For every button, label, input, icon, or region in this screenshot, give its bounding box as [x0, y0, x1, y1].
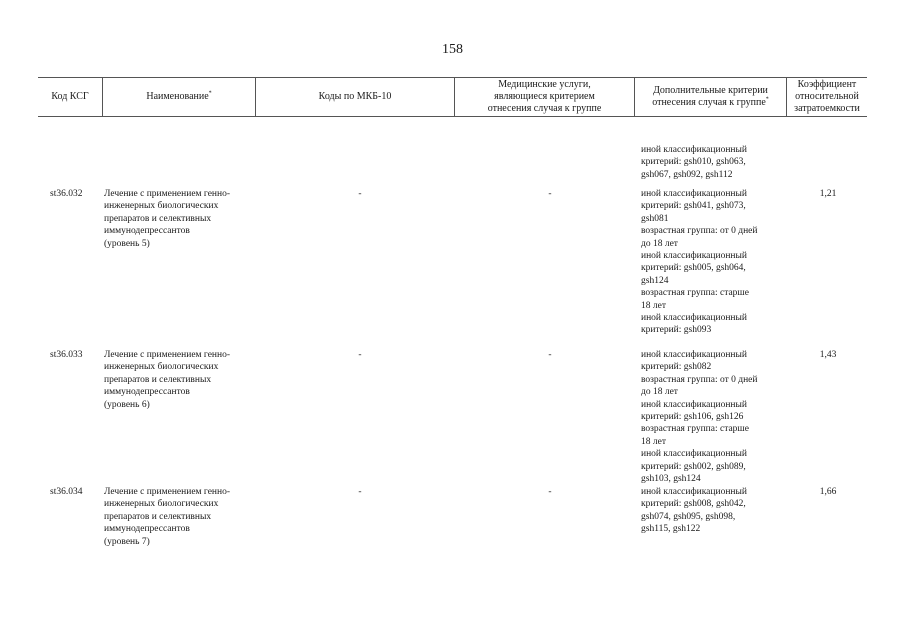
- row-mkb: -: [358, 350, 362, 360]
- row-coefficient: 1,21: [819, 189, 837, 199]
- row-name: Лечение с применением генно- инженерных биологических препаратов и селективных иммунодепрессантов (уровень 6): [104, 350, 230, 410]
- header-code: Код КСГ: [51, 90, 89, 102]
- row-services: -: [548, 487, 552, 497]
- header-services: Медицинские услуги, являющиеся критерием отнесения случая к группе: [487, 78, 602, 114]
- row-services: -: [548, 189, 552, 199]
- row-code: st36.034: [50, 487, 83, 497]
- row-criteria: иной классификационный критерий: gsh041, gsh073, gsh081 возрастная группа: от 0 дней до 18 лет иной классификационный критерий: gsh005, gsh064, gsh124 возрастная группа: старше 18 лет иной классификационный критерий: gsh093: [641, 189, 758, 336]
- header-criteria: Дополнительные критерии отнесения случая к группе*: [652, 84, 769, 108]
- row-criteria: иной классификационный критерий: gsh082 возрастная группа: от 0 дней до 18 лет иной классификационный критерий: gsh106, gsh126 возрастная группа: старше 18 лет иной классификационный критерий: gsh002, gsh089, gsh103, gsh124: [641, 350, 758, 485]
- row-name: Лечение с применением генно- инженерных биологических препаратов и селективных иммунодепрессантов (уровень 7): [104, 487, 230, 547]
- row-name: Лечение с применением генно- инженерных биологических препаратов и селективных иммунодепрессантов (уровень 5): [104, 189, 230, 249]
- row-coefficient: 1,43: [819, 350, 837, 360]
- continuation-criteria: иной классификационный критерий: gsh010, gsh063, gsh067, gsh092, gsh112: [641, 145, 747, 180]
- row-code: st36.032: [50, 189, 83, 199]
- header-mkb: Коды по МКБ-10: [318, 90, 392, 102]
- header-name: Наименование*: [146, 90, 212, 102]
- row-code: st36.033: [50, 350, 83, 360]
- row-mkb: -: [358, 189, 362, 199]
- page-number: 158: [442, 42, 463, 57]
- row-services: -: [548, 350, 552, 360]
- header-coefficient: Коэффициент относительной затратоемкости: [794, 78, 860, 114]
- header-bottom-rule: [38, 116, 867, 117]
- row-mkb: -: [358, 487, 362, 497]
- row-criteria: иной классификационный критерий: gsh008, gsh042, gsh074, gsh095, gsh098, gsh115, gsh122: [641, 487, 747, 535]
- row-coefficient: 1,66: [819, 487, 837, 497]
